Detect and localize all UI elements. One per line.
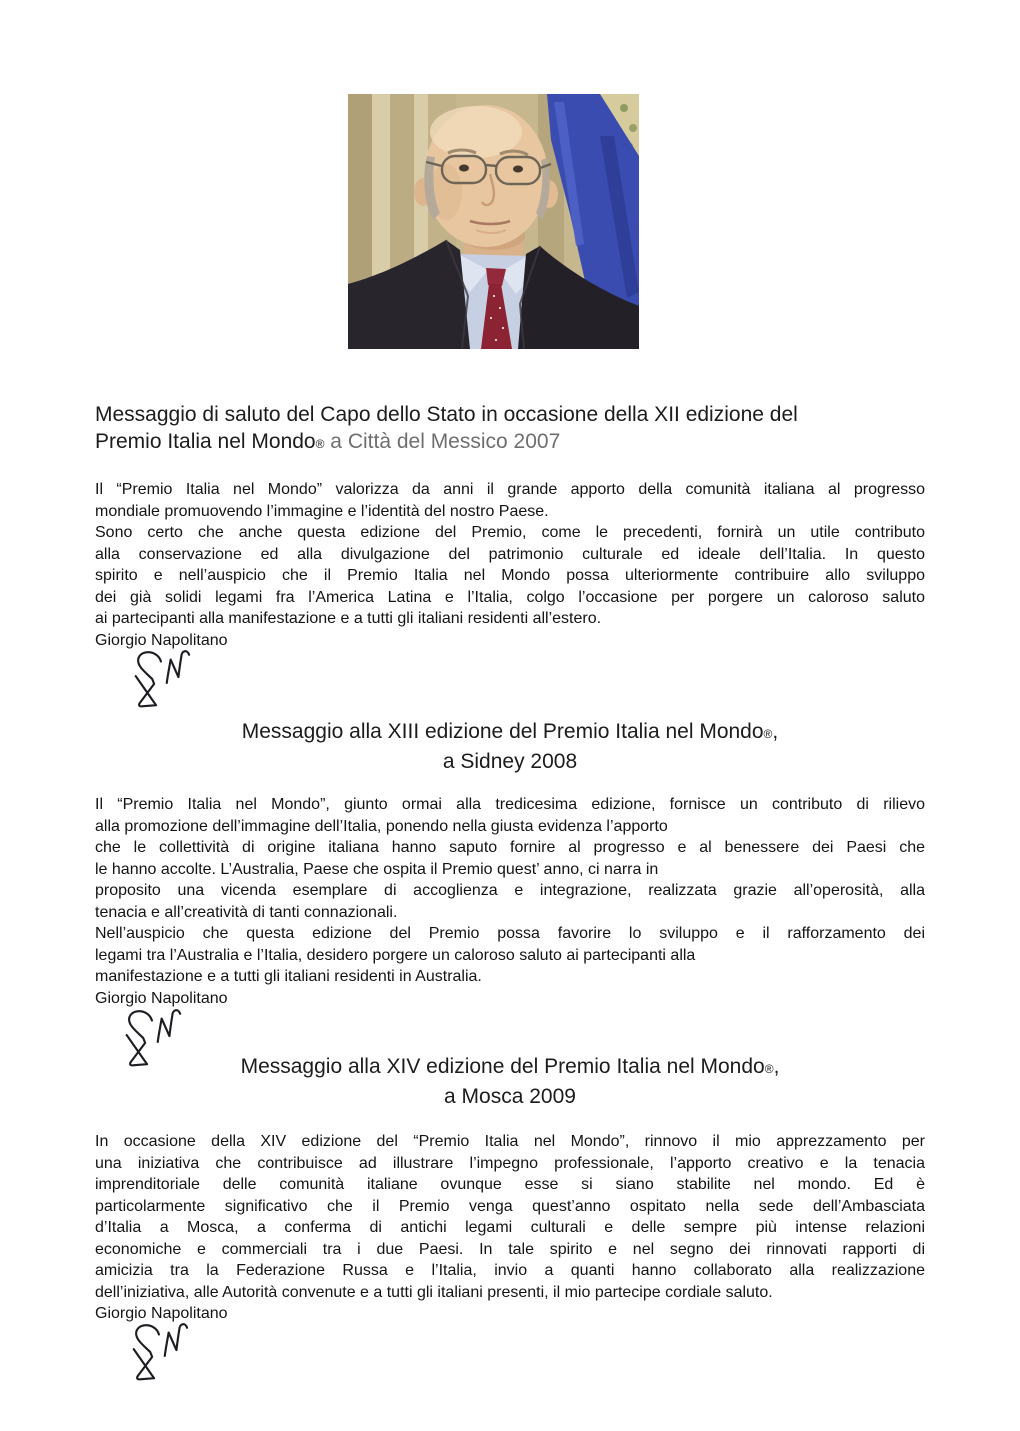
text-line: d’Italia a Mosca, a conferma di antichi legami culturali e delle sempre più intense relazioni bbox=[95, 1219, 925, 1236]
heading-text: Premio Italia nel Mondo bbox=[95, 430, 316, 453]
text-line: Il “Premio Italia nel Mondo”, giunto ormai alla tredicesima edizione, fornisce un contributo di rilievo bbox=[95, 796, 925, 813]
heading-text: , bbox=[773, 1055, 780, 1078]
heading-text: Messaggio di saluto del Capo dello Stato in occasione della XII edizione del bbox=[95, 403, 798, 426]
message-paragraph-xii bbox=[95, 479, 925, 651]
message-paragraph-xiv bbox=[95, 1131, 925, 1325]
heading-line1 bbox=[95, 401, 925, 428]
registered-mark: ® bbox=[315, 437, 325, 451]
text-line: proposito una vicenda esemplare di accoglienza e integrazione, realizzata grazie all’operosità, alla bbox=[95, 882, 925, 899]
text-line: alla promozione dell’immagine dell’Italia, ponendo nella giusta evidenza l’apporto bbox=[95, 817, 668, 835]
text-line: Giorgio Napolitano bbox=[95, 631, 228, 649]
text-line: legami tra l’Australia e l’Italia, desidero porgere un caloroso saluto ai partecipanti alla bbox=[95, 946, 696, 964]
text-line: particolarmente significativo che il Premio venga quest’anno ospitato nella sede dell’Ambasciata bbox=[95, 1197, 925, 1215]
heading-xiii-edition bbox=[95, 718, 925, 775]
eye bbox=[459, 165, 469, 172]
text-line: dell’iniziativa, alle Autorità convenute e a tutti gli italiani presenti, il mio partecipe cordiale saluto. bbox=[95, 1283, 773, 1301]
text-line: che le collettività di origine italiana hanno saputo fornire al progresso e al benessere dei Paesi che bbox=[95, 839, 925, 856]
heading-line2 bbox=[95, 428, 925, 458]
text-line: una iniziativa che contribuisce ad illustrare l’impegno professionale, l’apporto creativo e la tenacia bbox=[95, 1154, 925, 1172]
text-line: Sono certo che anche questa edizione del Premio, come le precedenti, fornirà un utile contributo bbox=[95, 524, 925, 541]
text-line: In occasione della XIV edizione del “Premio Italia nel Mondo”, rinnovo il mio apprezzamento per bbox=[95, 1133, 925, 1150]
heading-text: Messaggio alla XIV edizione del Premio Italia nel Mondo bbox=[240, 1055, 765, 1078]
eye bbox=[513, 166, 523, 173]
text-line: manifestazione e a tutti gli italiani residenti in Australia. bbox=[95, 968, 482, 985]
text-line: amicizia tra la Federazione Russa e l’Italia, invio a quanti hanno collaborato alla realizzazione bbox=[95, 1262, 925, 1279]
text-line: Il “Premio Italia nel Mondo” valorizza da anni il grande apporto della comunità italiana al progresso bbox=[95, 481, 925, 498]
text-line: dei già solidi legami fra l’America Latina e l’Italia, colgo l’occasione per porgere un caloroso saluto bbox=[95, 588, 925, 606]
heading-location-year: a Città del Messico 2007 bbox=[324, 430, 561, 453]
heading-xii-edition bbox=[95, 401, 925, 458]
text-line: alla conservazione ed alla divulgazione del patrimonio culturale ed ideale dell’Italia. In questo bbox=[95, 545, 925, 563]
text-line: economiche e commerciali tra i due Paesi. In tale spirito e nel segno dei rinnovati rapporti di bbox=[95, 1240, 925, 1258]
heading-text: Messaggio alla XIII edizione del Premio Italia nel Mondo bbox=[241, 720, 764, 743]
text-line: spirito e nell’auspicio che il Premio Italia nel Mondo possa ulteriormente contribuire allo sviluppo bbox=[95, 567, 925, 584]
text-line: Nell’auspicio che questa edizione del Premio possa favorire lo sviluppo e il rafforzamento dei bbox=[95, 925, 925, 942]
text-line: imprenditoriale delle comunità italiane ovunque esse si siano stabilite nel mondo. Ed è bbox=[95, 1176, 925, 1193]
registered-mark: ® bbox=[763, 727, 773, 741]
text-line: le hanno accolte. L’Australia, Paese che ospita il Premio quest’ anno, ci narra in bbox=[95, 860, 659, 878]
text-line: ai partecipanti alla manifestazione e a tutti gli italiani residenti all’estero. bbox=[95, 610, 602, 627]
text-line: Giorgio Napolitano bbox=[95, 989, 228, 1007]
registered-mark: ® bbox=[764, 1062, 774, 1076]
heading-xiv-edition bbox=[95, 1053, 925, 1110]
handwritten-signature bbox=[124, 1321, 190, 1383]
text-line: mondiale promuovendo l’immagine e l’identità del nostro Paese. bbox=[95, 502, 549, 520]
heading-location-year: a Mosca 2009 bbox=[444, 1085, 576, 1108]
heading-location-year: a Sidney 2008 bbox=[442, 750, 578, 773]
text-line: Giorgio Napolitano bbox=[95, 1305, 228, 1322]
message-paragraph-xiii bbox=[95, 794, 925, 1009]
text-line: tenacia e all’creatività di tanti connazionali. bbox=[95, 903, 398, 921]
handwritten-signature bbox=[126, 648, 192, 710]
heading-text: , bbox=[772, 720, 779, 743]
portrait-photo bbox=[348, 94, 639, 349]
